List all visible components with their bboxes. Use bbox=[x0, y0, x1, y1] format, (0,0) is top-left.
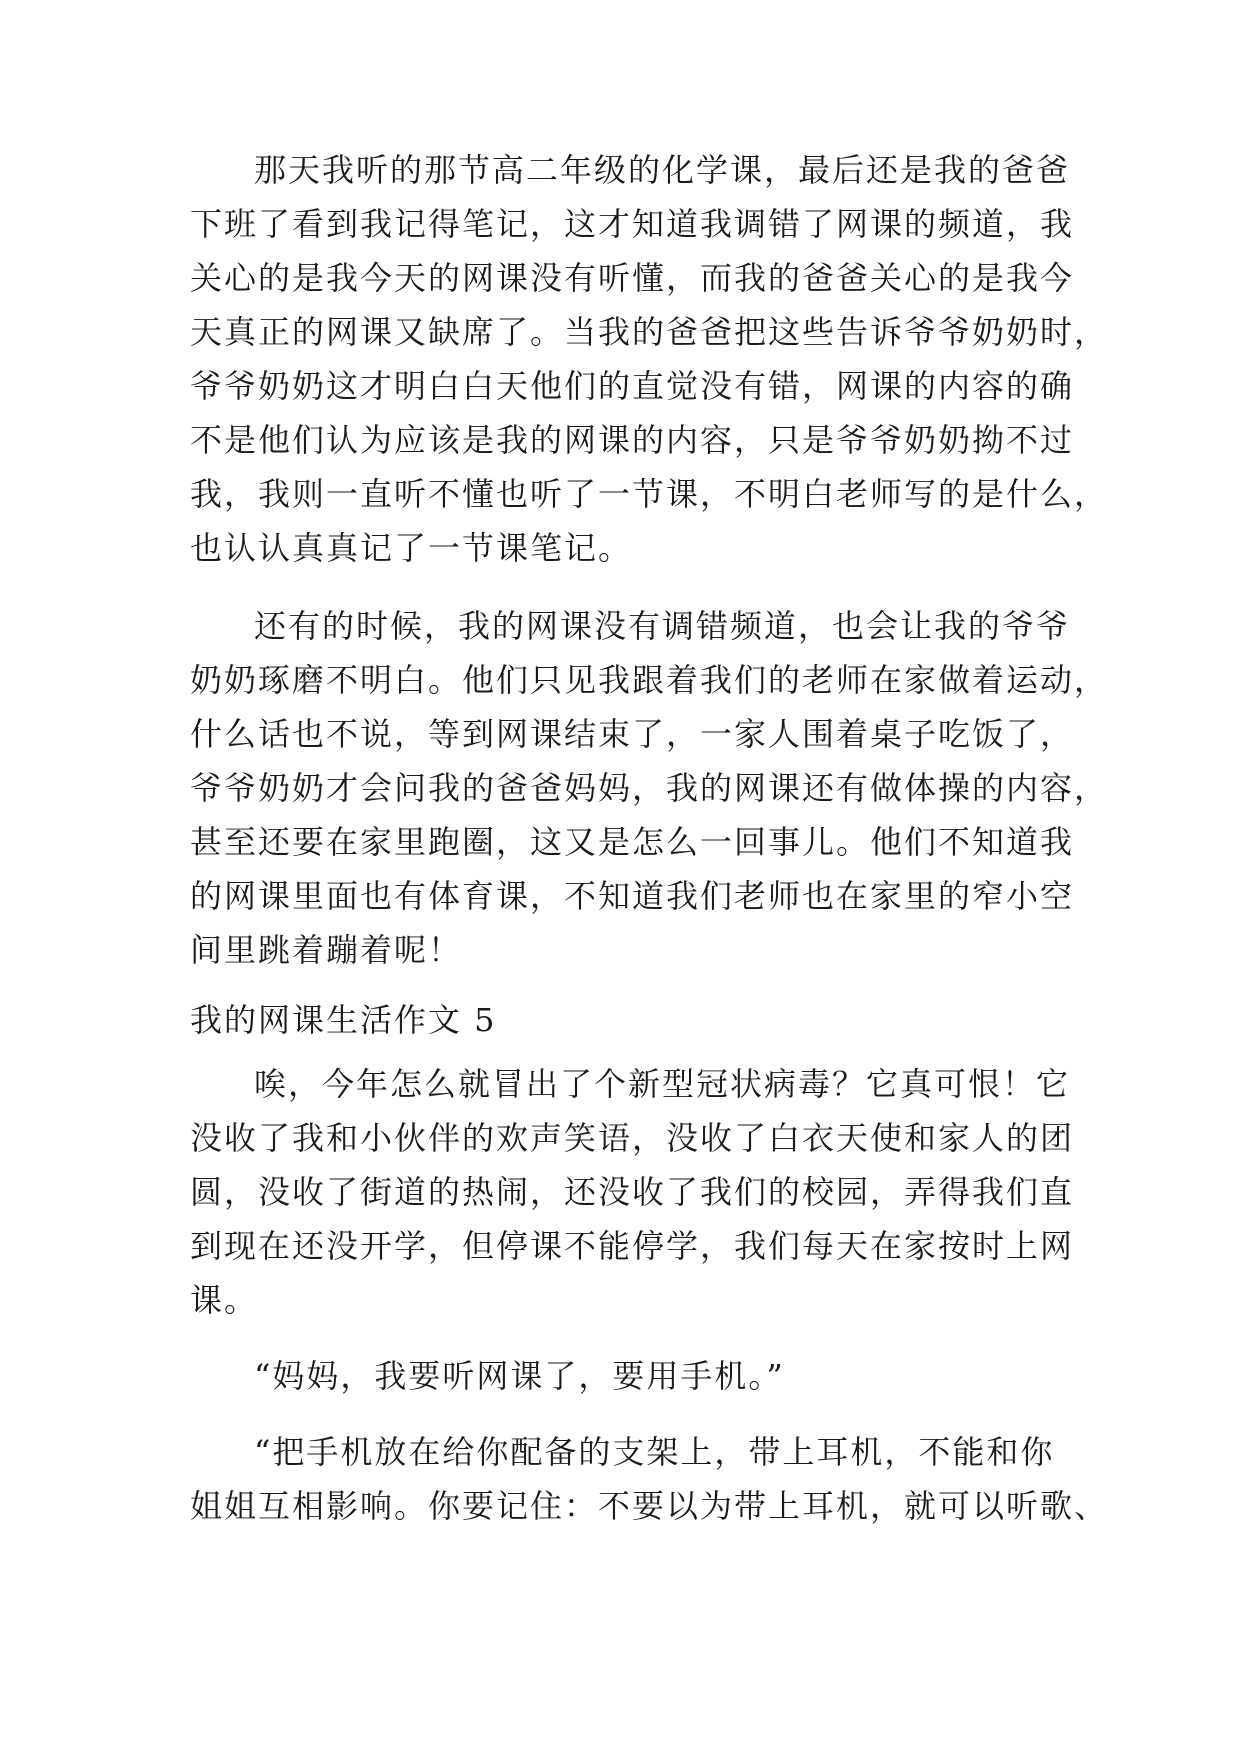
paragraph-1-line: 爷爷奶奶这才明白白天他们的直觉没有错，网课的内容的确 bbox=[190, 367, 1075, 405]
section-title: 我的网课生活作文 5 bbox=[190, 1001, 497, 1039]
paragraph-1-line: 天真正的网课又缺席了。当我的爸爸把这些告诉爷爷奶奶时， bbox=[190, 313, 1109, 351]
paragraph-2-line: 的网课里面也有体育课，不知道我们老师也在家里的窄小空 bbox=[190, 877, 1075, 915]
paragraph-1-line: 我，我则一直听不懂也听了一节课，不明白老师写的是什么， bbox=[190, 475, 1109, 513]
paragraph-3-line: 没收了我和小伙伴的欢声笑语，没收了白衣天使和家人的团 bbox=[190, 1119, 1075, 1157]
paragraph-2-line: 爷爷奶奶才会问我的爸爸妈妈，我的网课还有做体操的内容， bbox=[190, 769, 1109, 807]
paragraph-1-line: 也认认真真记了一节课笔记。 bbox=[190, 529, 633, 567]
paragraph-1-line: 不是他们认为应该是我的网课的内容，只是爷爷奶奶拗不过 bbox=[190, 421, 1075, 459]
paragraph-4-line: “妈妈，我要听网课了，要用手机。” bbox=[254, 1357, 785, 1395]
paragraph-1-line: 下班了看到我记得笔记，这才知道我调错了网课的频道，我 bbox=[190, 205, 1075, 243]
paragraph-3-line: 到现在还没开学，但停课不能停学，我们每天在家按时上网 bbox=[190, 1227, 1075, 1265]
paragraph-2-line: 奶奶琢磨不明白。他们只见我跟着我们的老师在家做着运动， bbox=[190, 661, 1109, 699]
paragraph-3-line: 唉，今年怎么就冒出了个新型冠状病毒？它真可恨！它 bbox=[254, 1065, 1071, 1103]
paragraph-2-line: 还有的时候，我的网课没有调错频道，也会让我的爷爷 bbox=[254, 607, 1071, 645]
paragraph-1-line: 关心的是我今天的网课没有听懂，而我的爸爸关心的是我今 bbox=[190, 259, 1075, 297]
paragraph-2-line: 间里跳着蹦着呢！ bbox=[190, 931, 463, 969]
paragraph-1-line: 那天我听的那节高二年级的化学课，最后还是我的爸爸 bbox=[254, 151, 1071, 189]
paragraph-5-line: 姐姐互相影响。你要记住：不要以为带上耳机，就可以听歌、 bbox=[190, 1487, 1109, 1525]
paragraph-3-line: 课。 bbox=[190, 1281, 259, 1319]
paragraph-3-line: 圆，没收了街道的热闹，还没收了我们的校园，弄得我们直 bbox=[190, 1173, 1075, 1211]
paragraph-5-line: “把手机放在给你配备的支架上，带上耳机，不能和你 bbox=[254, 1433, 1055, 1471]
paragraph-2-line: 甚至还要在家里跑圈，这又是怎么一回事儿。他们不知道我 bbox=[190, 823, 1075, 861]
paragraph-2-line: 什么话也不说，等到网课结束了，一家人围着桌子吃饭了， bbox=[190, 715, 1075, 753]
